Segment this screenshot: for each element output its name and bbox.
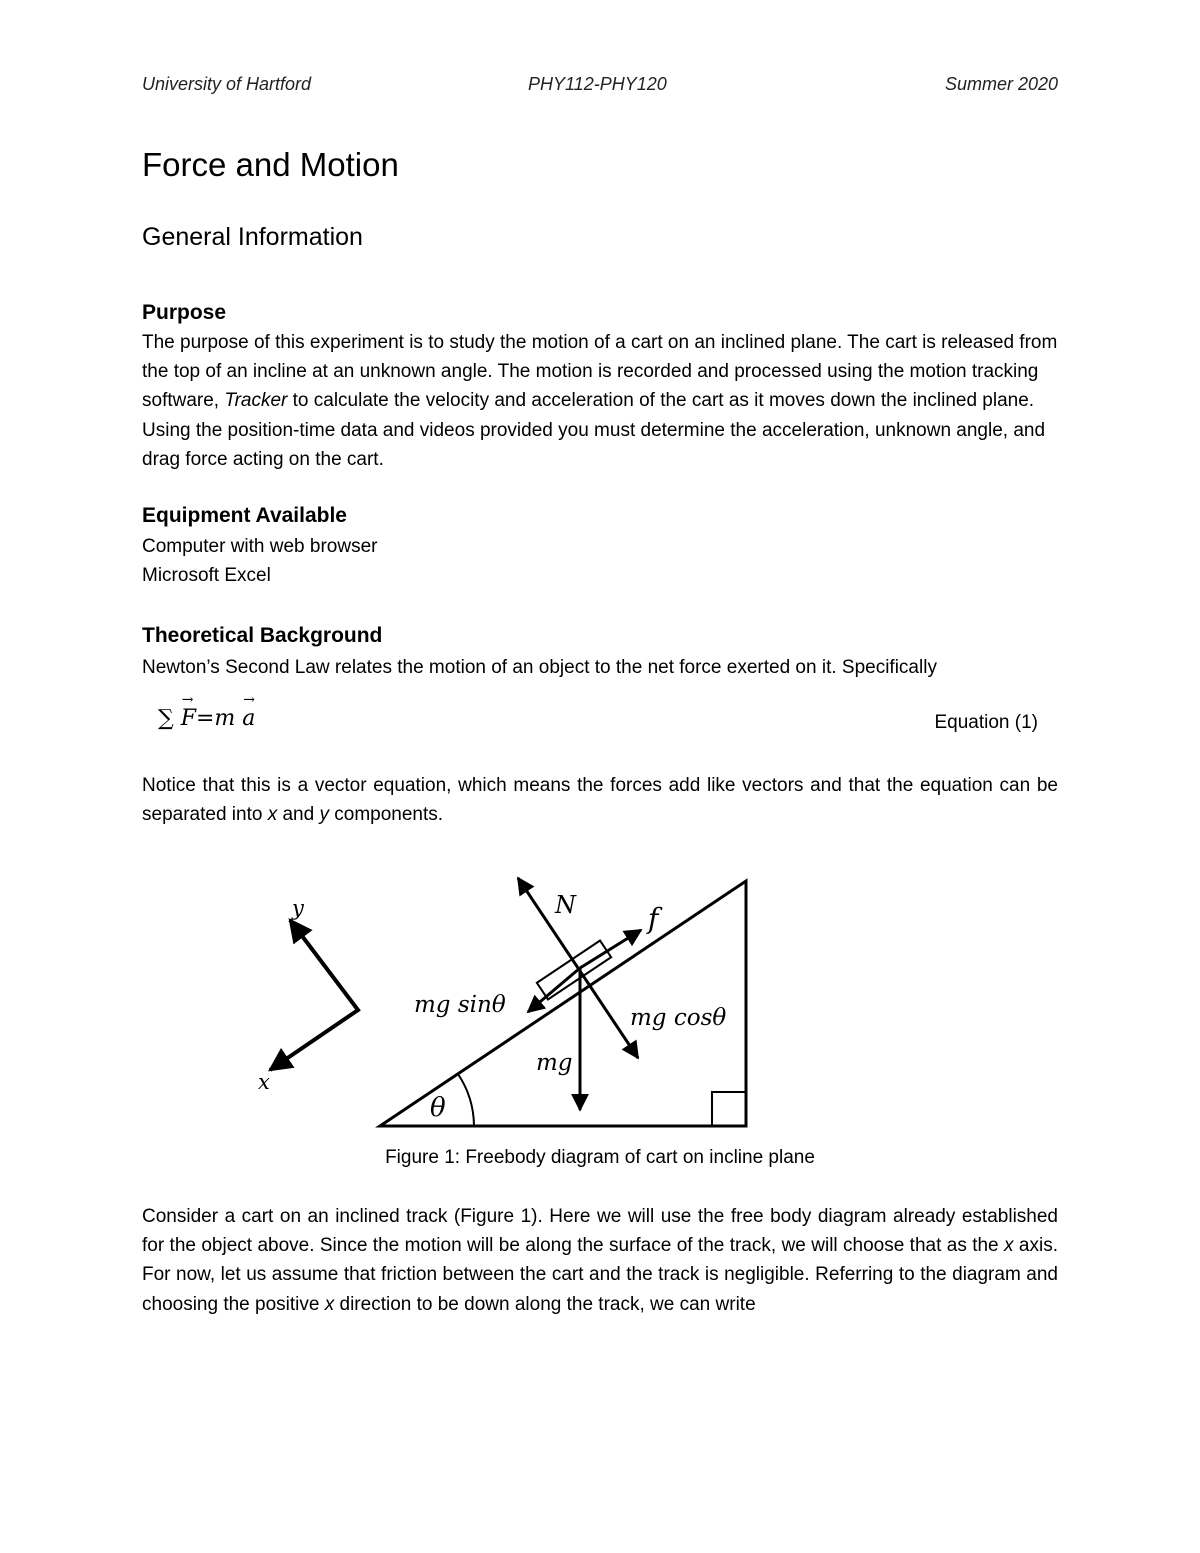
equation-label: Equation (1)	[934, 712, 1038, 733]
right-angle-marker	[712, 1092, 746, 1126]
purpose-heading: Purpose	[142, 301, 227, 324]
force-vector: → F	[181, 706, 196, 731]
sum-symbol: ∑	[158, 706, 174, 731]
mg-sin-arrow	[528, 968, 580, 1012]
consider-paragraph	[142, 1202, 1058, 1319]
y-axis-label: y	[292, 896, 304, 920]
x-axis-ref: x	[1004, 1235, 1014, 1257]
purpose-text-2: to calculate the velocity and acceleration of the cart as it moves down the inclined plane. Using the position-time data and videos provided you must determine the acceleration, unknown angle, and drag force acting on the cart.	[142, 390, 1046, 470]
equals-sign: =	[195, 706, 215, 731]
header-course: PHY112-PHY120	[528, 74, 667, 94]
header-institution: University of Hartford	[142, 74, 312, 94]
tracker-software-name: Tracker	[224, 390, 288, 412]
theory-heading: Theoretical Background	[142, 624, 383, 647]
purpose-paragraph	[142, 328, 1058, 474]
cart-box	[537, 941, 611, 1000]
equipment-item: Computer with web browser	[142, 536, 378, 557]
x-component: x	[267, 804, 278, 826]
consider-text-1: Consider a cart on an inclined track (Figure 1). Here we will use the free body diagram already established for the object above. Since the motion will be along the surface of the track, we will choose that as the	[142, 1206, 1058, 1257]
mg-cos-label: mg cosθ	[630, 1005, 727, 1031]
y-component: y	[319, 804, 329, 826]
mass-symbol: m	[214, 706, 236, 731]
figure-caption: Figure 1: Freebody diagram of cart on incline plane	[385, 1147, 815, 1168]
mg-label: mg	[536, 1050, 573, 1076]
notice-text-1: Notice that this is a vector equation, which means the forces add like vectors and that the equation can be separated into	[142, 775, 1058, 826]
notice-and: and	[277, 804, 320, 826]
section-heading: General Information	[142, 223, 363, 251]
acceleration-vector: → a	[242, 706, 255, 731]
equipment-heading: Equipment Available	[142, 504, 347, 527]
theory-intro: Newton’s Second Law relates the motion of an object to the net force exerted on it. Specifically	[142, 657, 937, 678]
x-axis-label: x	[258, 1070, 270, 1094]
newton-second-law-equation	[158, 706, 255, 731]
theta-label: θ	[430, 1093, 446, 1123]
notice-paragraph	[142, 771, 1058, 829]
equipment-item: Microsoft Excel	[142, 565, 271, 587]
freebody-diagram	[240, 868, 760, 1134]
notice-text-2: components.	[328, 804, 444, 826]
purpose-text-1: The purpose of this experiment is to study the motion of a cart on an inclined plane. The cart is released from the top of an incline at an unknown angle. The motion is recorded and processed using the motion tracking software,	[142, 332, 1058, 412]
equation-1	[158, 706, 1038, 746]
friction-label: f	[648, 902, 659, 935]
equipment-list	[142, 532, 1058, 590]
theta-arc	[458, 1074, 474, 1126]
document-title: Force and Motion	[142, 146, 399, 183]
mg-sin-label: mg sinθ	[414, 992, 506, 1018]
consider-text-2: axis. For now, let us assume that friction between the cart and the track is negligible. Referring to the diagram and choosing the positive	[142, 1235, 1058, 1315]
x-direction-ref: x	[324, 1293, 335, 1315]
normal-force-label: N	[555, 891, 576, 919]
page-header	[142, 74, 1058, 100]
header-term: Summer 2020	[944, 74, 1058, 94]
consider-text-3: direction to be down along the track, we can write	[334, 1293, 756, 1315]
coordinate-axes	[270, 920, 358, 1070]
